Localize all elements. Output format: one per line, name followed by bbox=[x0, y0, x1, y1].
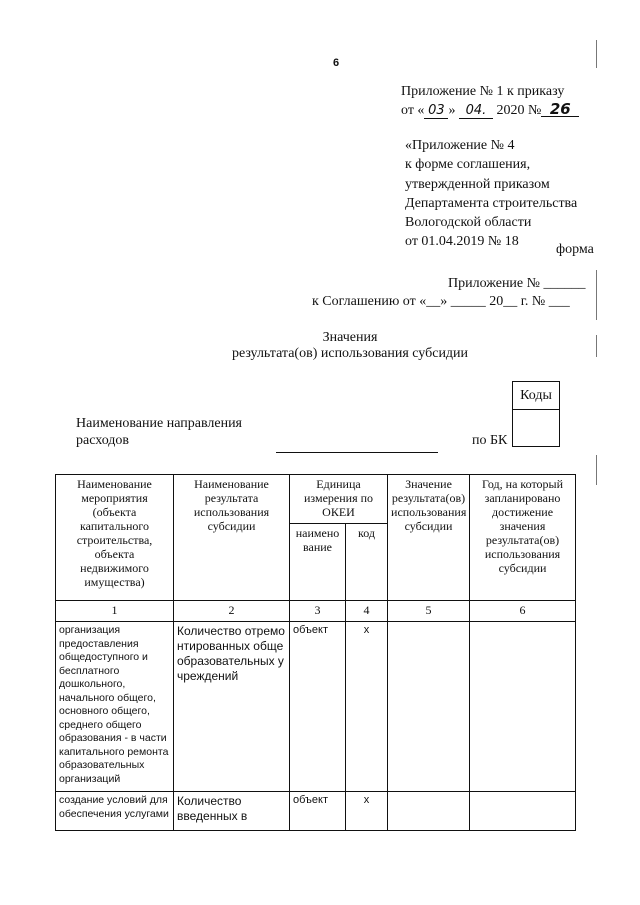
row-code: х bbox=[346, 792, 388, 831]
column-number: 1 bbox=[56, 601, 174, 622]
column-number: 6 bbox=[470, 601, 576, 622]
scan-edge-mark bbox=[596, 455, 597, 485]
scan-edge-mark bbox=[596, 270, 597, 320]
header-year: Год, на который запланировано достижение значения результата(ов) использования субсидии bbox=[470, 475, 576, 601]
table-row bbox=[56, 622, 576, 792]
page-number: 6 bbox=[333, 57, 340, 69]
row-code: х bbox=[346, 622, 388, 792]
header-unit: Единица измерения по ОКЕИ bbox=[290, 475, 388, 524]
table-number-row bbox=[56, 601, 576, 622]
table-row bbox=[56, 792, 576, 831]
appendix1-month: 04. bbox=[459, 104, 493, 119]
row-value bbox=[388, 622, 470, 792]
row-unit: объект bbox=[290, 792, 346, 831]
table-header-row bbox=[56, 475, 576, 524]
appendix4-line: Вологодской области bbox=[405, 215, 532, 231]
doc-subtitle: результата(ов) использования субсидии bbox=[231, 346, 469, 361]
column-number: 5 bbox=[388, 601, 470, 622]
codes-box bbox=[512, 381, 560, 447]
header-value: Значение результата(ов) использования субсидии bbox=[388, 475, 470, 601]
row-value bbox=[388, 792, 470, 831]
appendix4-line: Департамента строительства bbox=[405, 195, 578, 211]
appendix4-block bbox=[405, 136, 577, 252]
codes-header: Коды bbox=[513, 382, 559, 410]
row-year bbox=[470, 792, 576, 831]
scan-edge-mark bbox=[596, 335, 597, 357]
appendix1-title: Приложение № 1 к приказу bbox=[401, 84, 565, 99]
row-result: Количество отремонтированных общеобразовательных учреждений bbox=[174, 622, 290, 792]
appendix1-number: 26 bbox=[541, 102, 579, 117]
row-activity: организация предоставления общедоступного и бесплатного дошкольного, начального общего, основного общего, среднего общего образования - в части капитального ремонта образовательных организаций bbox=[56, 622, 174, 792]
forma-label: форма bbox=[556, 242, 594, 257]
direction-label bbox=[76, 415, 242, 449]
appendix1-year: 2020 № bbox=[496, 103, 542, 118]
appendix1-day: 03 bbox=[424, 104, 448, 119]
appendix4-line: утвержденной приказом bbox=[405, 176, 550, 192]
header-unit-name: наименование bbox=[290, 524, 346, 601]
appendix4-line: «Приложение № 4 bbox=[405, 138, 515, 153]
appendix1-date-line bbox=[401, 102, 579, 119]
scan-edge-mark bbox=[596, 40, 597, 68]
header-activity: Наименование мероприятия (объекта капитального строительства, объекта недвижимого имущества) bbox=[56, 475, 174, 601]
row-year bbox=[470, 622, 576, 792]
doc-title: Значения bbox=[322, 330, 378, 345]
row-unit: объект bbox=[290, 622, 346, 792]
column-number: 3 bbox=[290, 601, 346, 622]
header-unit-code: код bbox=[346, 524, 388, 601]
appendix4-line: от 01.04.2019 № 18 bbox=[405, 234, 519, 250]
appendix4-line: к форме соглашения, bbox=[405, 157, 531, 173]
direction-underline bbox=[276, 452, 438, 453]
codes-bk-cell bbox=[513, 410, 559, 446]
direction-label-line2: расходов bbox=[76, 433, 130, 448]
row-activity: создание условий для обеспечения услугами bbox=[56, 792, 174, 831]
column-number: 4 bbox=[346, 601, 388, 622]
header-result: Наименование результата использования субсидии bbox=[174, 475, 290, 601]
appendix1-date-prefix: от « bbox=[401, 103, 425, 118]
row-result: Количество введенных в bbox=[174, 792, 290, 831]
appendix1-date-mid: » bbox=[448, 103, 456, 118]
bk-label: по БК bbox=[472, 433, 508, 448]
agreement-date-line: к Соглашению от «__» _____ 20__ г. № ___ bbox=[312, 294, 570, 309]
column-number: 2 bbox=[174, 601, 290, 622]
agreement-appendix-line: Приложение № ______ bbox=[448, 276, 586, 291]
results-table bbox=[55, 474, 576, 831]
direction-label-line1: Наименование направления bbox=[76, 416, 242, 431]
